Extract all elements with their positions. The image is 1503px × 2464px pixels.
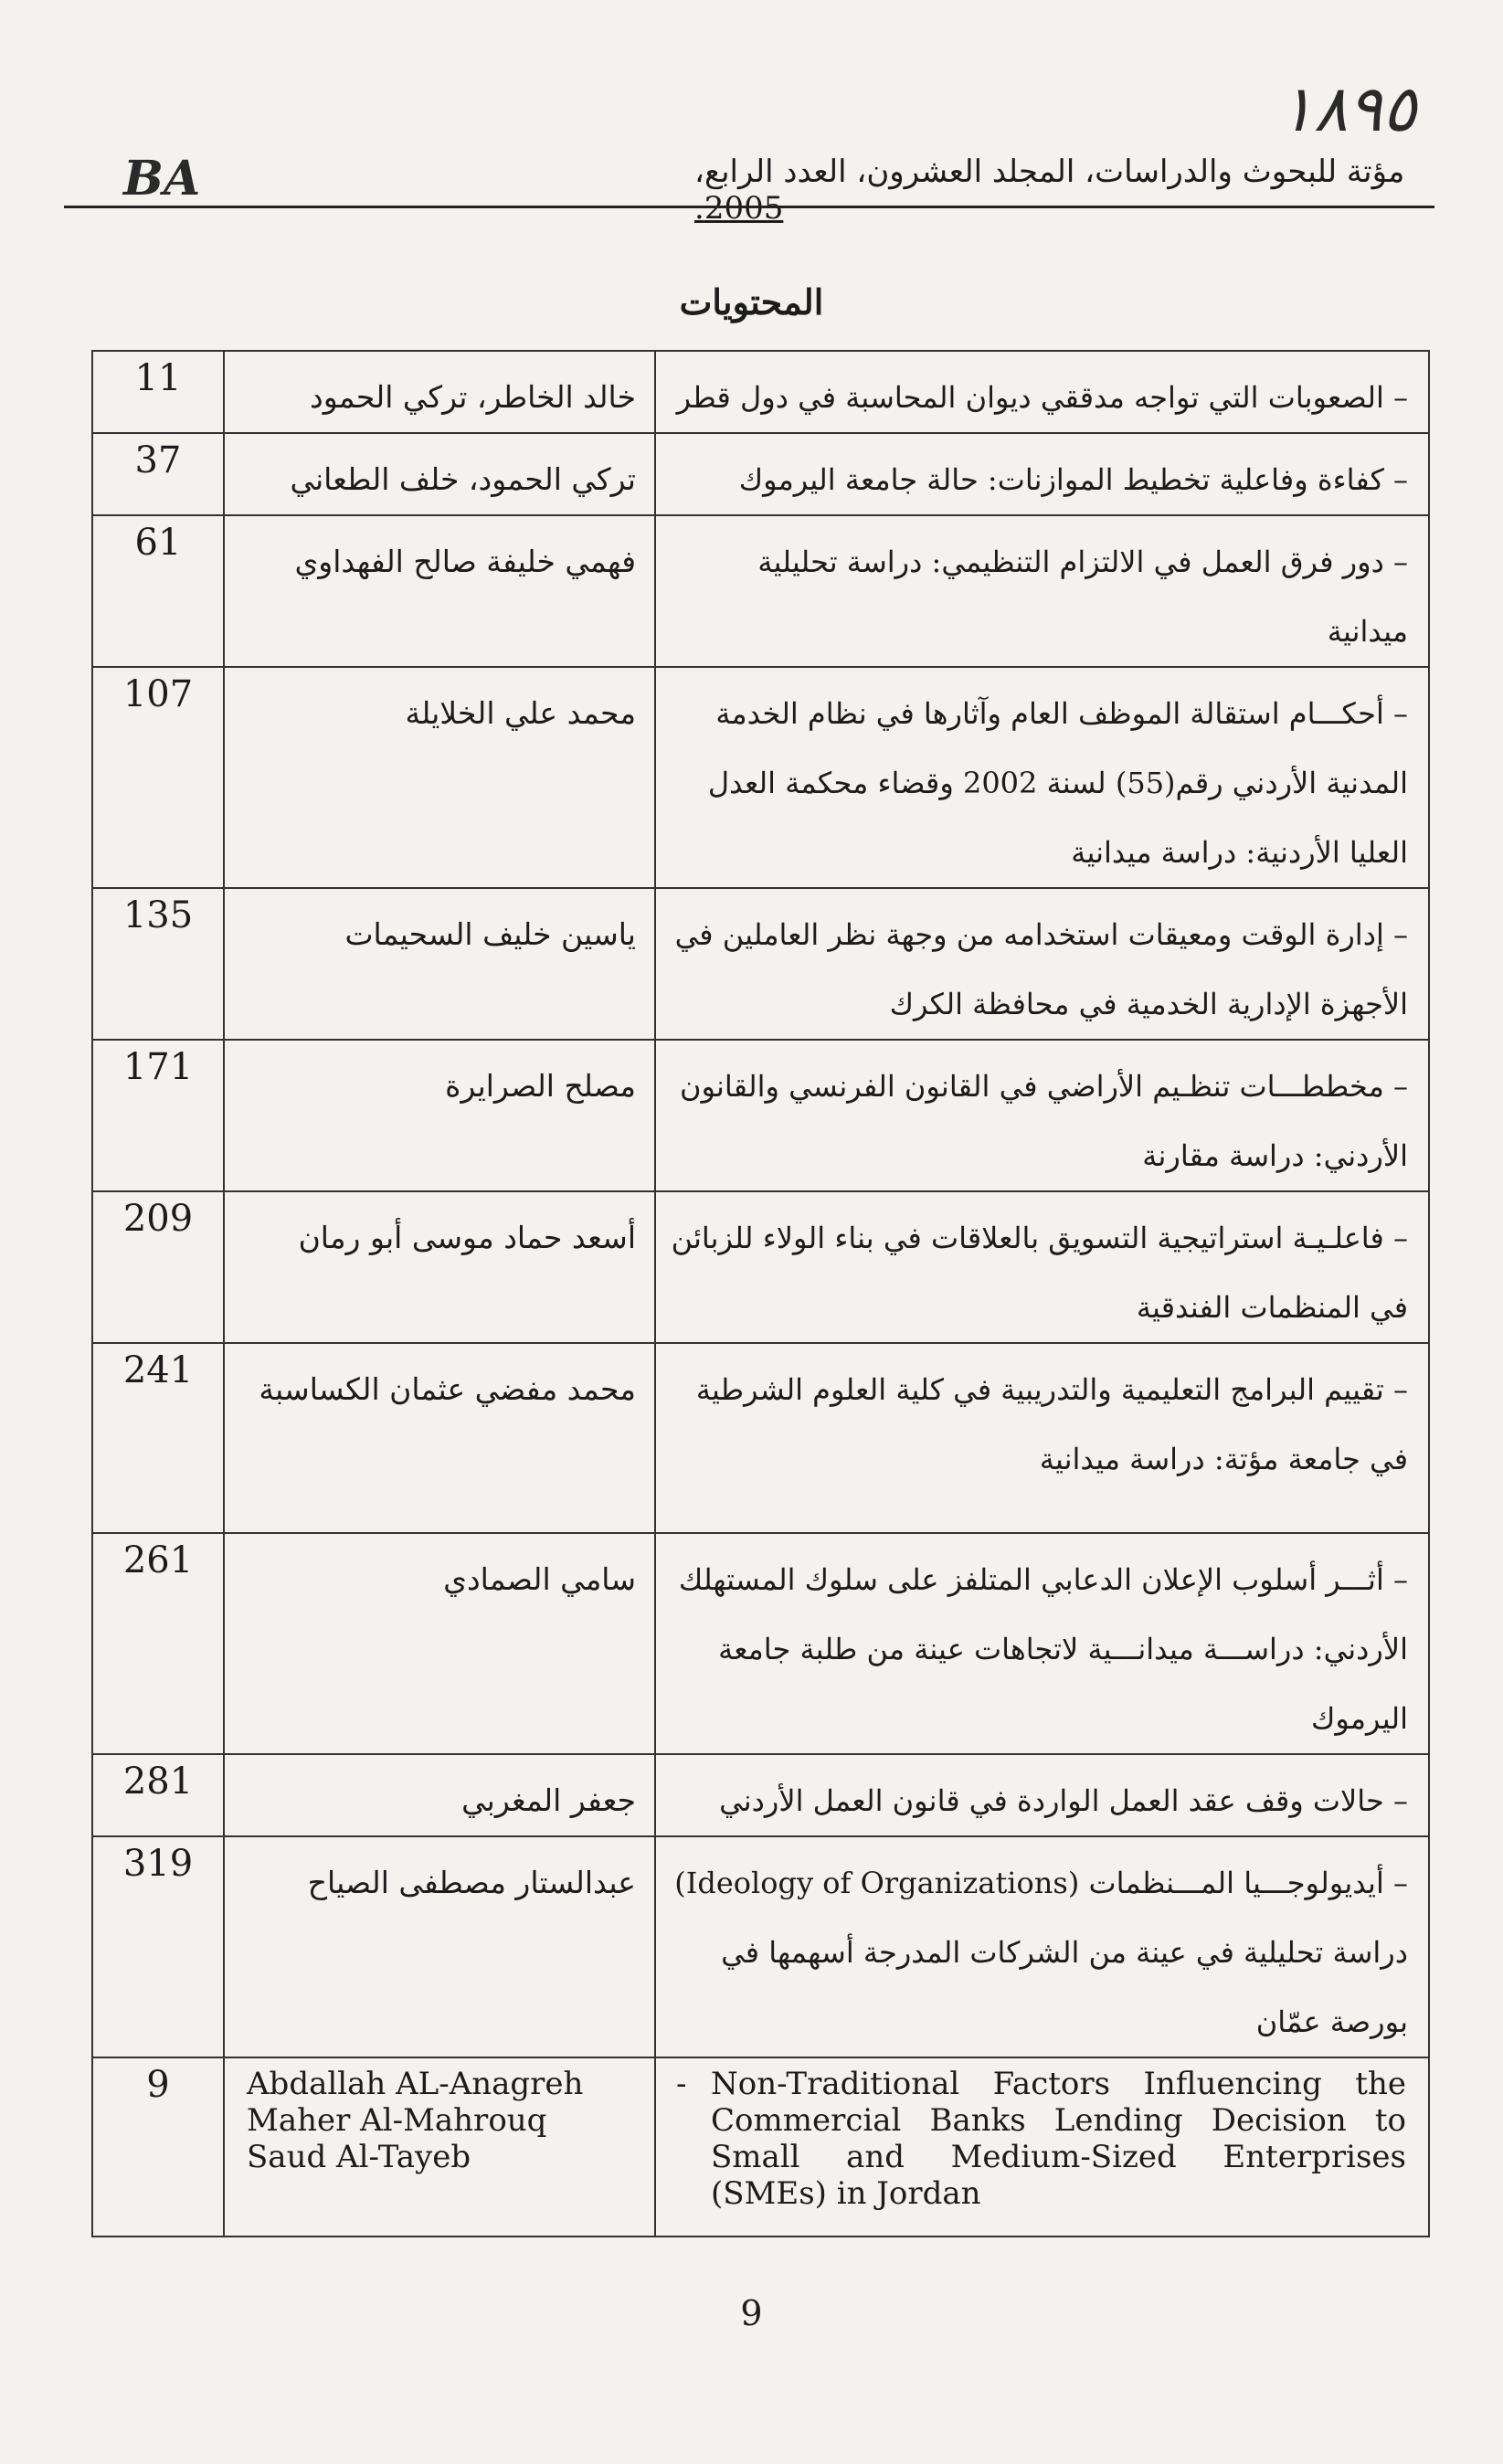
title-cell: – أحكـــام استقالة الموظف العام وآثارها في نظام الخدمة المدنية الأردني رقم(55) لسنة 2002 وقضاء محكمة العدل العليا الأردنية: دراسة ميدانية <box>655 667 1429 888</box>
author-cell: أسعد حماد موسى أبو رمان <box>224 1191 655 1343</box>
title-cell: – مخططـــات تنظـيم الأراضي في القانون الفرنسي والقانون الأردني: دراسة مقارنة <box>655 1040 1429 1191</box>
page-number-cell: 241 <box>92 1343 224 1533</box>
table-row <box>92 1040 1429 1191</box>
page-number-cell: 135 <box>92 888 224 1040</box>
author-cell-english <box>224 2057 655 2237</box>
journal-title: مؤتة للبحوث والدراسات، المجلد العشرون، العدد الرابع، <box>694 153 1405 190</box>
title-cell: – إدارة الوقت ومعيقات استخدامه من وجهة نظر العاملين في الأجهزة الإدارية الخدمية في محافظة الكرك <box>655 888 1429 1040</box>
author-cell: ياسين خليف السحيمات <box>224 888 655 1040</box>
article-title-english: Non-Traditional Factors Influencing the Commercial Banks Lending Decision to Small and Medium-Sized Enterprises (SMEs) in Jordan <box>711 2066 1406 2212</box>
page-number-cell: 209 <box>92 1191 224 1343</box>
contents-title: المحتويات <box>679 281 824 323</box>
author-cell: خالد الخاطر، تركي الحمود <box>224 351 655 433</box>
author-cell: عبدالستار مصطفى الصياح <box>224 1836 655 2057</box>
title-cell: – أيديولوجـــيا المـــنظمات (Ideology of Organizations) دراسة تحليلية في عينة من الشركات المدرجة أسهمها في بورصة عمّان <box>655 1836 1429 2057</box>
page-number-cell: 107 <box>92 667 224 888</box>
author-name: Maher Al-Mahrouq <box>247 2102 547 2139</box>
table-row <box>92 888 1429 1040</box>
table-row <box>92 351 1429 433</box>
page-number: 9 <box>740 2293 763 2333</box>
author-cell: فهمي خليفة صالح الفهداوي <box>224 515 655 667</box>
page-number-cell: 319 <box>92 1836 224 2057</box>
page-number-cell: 9 <box>92 2057 224 2237</box>
page-number-cell: 171 <box>92 1040 224 1191</box>
title-cell: – فاعلـيـة استراتيجية التسويق بالعلاقات في بناء الولاء للزبائن في المنظمات الفندقية <box>655 1191 1429 1343</box>
table-row <box>92 1754 1429 1836</box>
table-row <box>92 667 1429 888</box>
handwritten-note-top-left: BA <box>123 151 201 206</box>
title-cell: – تقييم البرامج التعليمية والتدريبية في كلية العلوم الشرطية في جامعة مؤتة: دراسة ميدانية <box>655 1343 1429 1533</box>
page-number-cell: 11 <box>92 351 224 433</box>
author-name: Abdallah AL-Anagreh <box>247 2066 584 2102</box>
title-cell: – الصعوبات التي تواجه مدققي ديوان المحاسبة في دول قطر <box>655 351 1429 433</box>
table-row <box>92 433 1429 515</box>
author-name: Saud Al-Tayeb <box>247 2139 471 2175</box>
journal-year: 2005. <box>694 190 784 227</box>
author-cell: جعفر المغربي <box>224 1754 655 1836</box>
table-row <box>92 1191 1429 1343</box>
author-cell: سامي الصمادي <box>224 1533 655 1754</box>
header-divider <box>64 206 1434 208</box>
handwritten-note-top-right: ١٨٩٥ <box>1279 71 1417 146</box>
page-number-cell: 37 <box>92 433 224 515</box>
author-cell: مصلح الصرايرة <box>224 1040 655 1191</box>
title-cell: – حالات وقف عقد العمل الواردة في قانون العمل الأردني <box>655 1754 1429 1836</box>
contents-table <box>91 350 1430 2237</box>
title-cell: – دور فرق العمل في الالتزام التنظيمي: دراسة تحليلية ميدانية <box>655 515 1429 667</box>
table-row <box>92 515 1429 667</box>
page-number-cell: 61 <box>92 515 224 667</box>
author-cell: محمد مفضي عثمان الكساسبة <box>224 1343 655 1533</box>
title-cell: – كفاءة وفاعلية تخطيط الموازنات: حالة جامعة اليرموك <box>655 433 1429 515</box>
title-dash: - <box>676 2066 687 2102</box>
author-cell: محمد علي الخلايلة <box>224 667 655 888</box>
table-row <box>92 1343 1429 1533</box>
author-cell: تركي الحمود، خلف الطعاني <box>224 433 655 515</box>
page-number-cell: 261 <box>92 1533 224 1754</box>
title-cell: – أثـــر أسلوب الإعلان الدعابي المتلفز على سلوك المستهلك الأردني: دراســـة ميدانـــية لاتجاهات عينة من طلبة جامعة اليرموك <box>655 1533 1429 1754</box>
journal-header <box>694 153 1430 227</box>
page-number-cell: 281 <box>92 1754 224 1836</box>
title-cell-english <box>655 2057 1429 2237</box>
table-row <box>92 1533 1429 1754</box>
table-row-english <box>92 2057 1429 2237</box>
table-row <box>92 1836 1429 2057</box>
